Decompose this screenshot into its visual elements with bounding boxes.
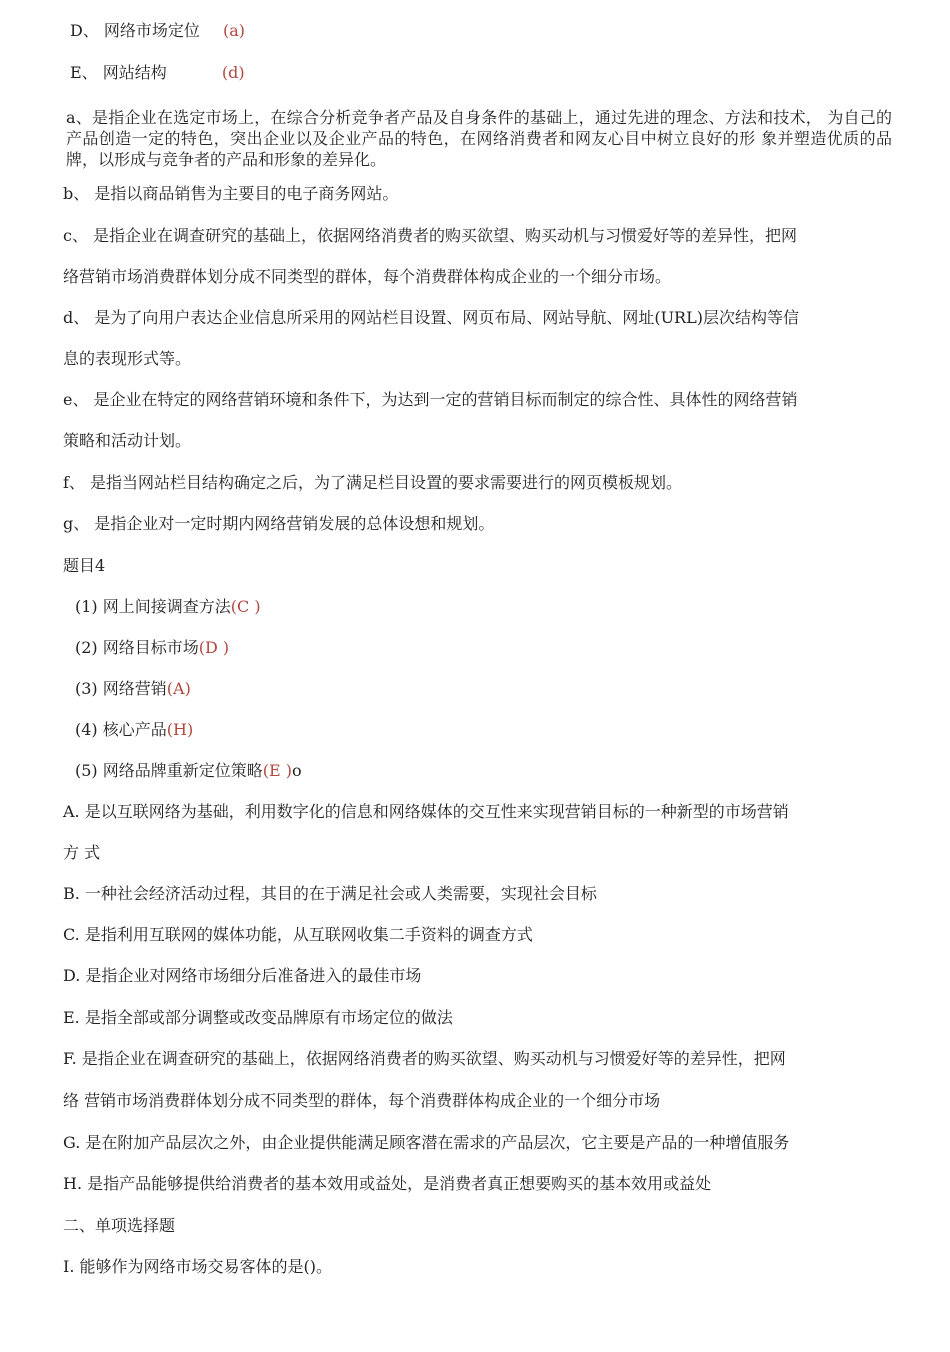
section-2-title: 二、单项选择题 (63, 1216, 176, 1235)
q4-option-h: H. 是指产品能够提供给消费者的基本效用或益处，是消费者真正想要购买的基本效用或益处 (63, 1174, 712, 1193)
definition-g: g、 是指企业对一定时期内网络营销发展的总体设想和规划。 (63, 514, 495, 533)
definition-e-line1: e、 是企业在特定的网络营销环境和条件下，为达到一定的营销目标而制定的综合性、具体性的网络营销 (63, 390, 798, 409)
q4-option-f-line2: 络 营销市场消费群体划分成不同类型的群体，每个消费群体构成企业的一个细分市场 (63, 1091, 661, 1110)
q4-item-3-label: (3) 网络营销 (75, 679, 167, 698)
definition-e-line2: 策略和活动计划。 (63, 431, 192, 450)
q4-item-4 (75, 720, 193, 740)
q4-item-5-suffix: o (292, 761, 302, 780)
match-item-e-label: E、 网站结构 (70, 63, 167, 82)
q4-item-5-answer: (E ) (262, 761, 293, 780)
q4-option-b: B. 一种社会经济活动过程，其目的在于满足社会或人类需要，实现社会目标 (63, 884, 597, 903)
q4-option-f-line1: F. 是指企业在调查研究的基础上，依据网络消费者的购买欲望、购买动机与习惯爱好等的差异性，把网 (63, 1049, 786, 1068)
q4-option-a-line1: A. 是以互联网络为基础，利用数字化的信息和网络媒体的交互性来实现营销目标的一种新型的市场营销 (63, 802, 789, 821)
q4-item-2-answer: (D ) (198, 638, 230, 657)
q4-item-4-label: (4) 核心产品 (75, 720, 167, 739)
q4-option-a-line2: 方 式 (63, 843, 101, 862)
q4-option-e: E. 是指全部或部分调整或改变品牌原有市场定位的做法 (63, 1008, 453, 1027)
q4-item-4-answer: (H) (166, 720, 194, 739)
q4-item-5-label: (5) 网络品牌重新定位策略 (75, 761, 263, 780)
q4-option-c: C. 是指利用互联网的媒体功能，从互联网收集二手资料的调查方式 (63, 925, 533, 944)
definition-f: f、 是指当网站栏目结构确定之后，为了满足栏目设置的要求需要进行的网页模板规划。 (63, 473, 683, 492)
q4-item-2 (75, 638, 229, 658)
q4-item-1-answer: (C ) (230, 597, 261, 616)
definition-d-line2: 息的表现形式等。 (63, 349, 192, 368)
definition-c-line1: c、 是指企业在调查研究的基础上，依据网络消费者的购买欲望、购买动机与习惯爱好等的差异性，把网 (63, 226, 798, 245)
q4-item-3 (75, 679, 191, 699)
q4-item-1-label: (1) 网上间接调查方法 (75, 597, 231, 616)
q4-item-2-label: (2) 网络目标市场 (75, 638, 199, 657)
match-item-d (70, 21, 245, 41)
question-4-title: 题目4 (63, 556, 106, 575)
q4-item-3-answer: (A) (166, 679, 191, 698)
q4-option-g: G. 是在附加产品层次之外，由企业提供能满足顾客潜在需求的产品层次，它主要是产品的一种增值服务 (63, 1133, 790, 1152)
definition-d-line1: d、 是为了向用户表达企业信息所采用的网站栏目设置、网页布局、网站导航、网址(URL)层次结构等信 (63, 308, 799, 327)
definition-c-line2: 络营销市场消费群体划分成不同类型的群体，每个消费群体构成企业的一个细分市场。 (63, 267, 672, 286)
q4-item-1 (75, 597, 261, 617)
definition-b: b、 是指以商品销售为主要目的电子商务网站。 (63, 184, 399, 203)
q4-item-5 (75, 761, 302, 781)
section-2-question-1: I. 能够作为网络市场交易客体的是()。 (63, 1257, 332, 1276)
match-item-e-answer: (d) (221, 63, 245, 82)
q4-option-d: D. 是指企业对网络市场细分后准备进入的最佳市场 (63, 966, 422, 985)
definition-a: a、是指企业在选定市场上，在综合分析竞争者产品及自身条件的基础上，通过先进的理念、方法和技术， 为自己的产品创造一定的特色，突出企业以及企业产品的特色，在网络消费者和网友心目中树立良好的形 象并塑造优质的品牌，以形成与竞争者的产品和形象的差异化。 (66, 108, 892, 169)
match-item-e (70, 63, 245, 83)
match-item-d-label: D、 网络市场定位 (70, 21, 200, 40)
match-item-d-answer: (a) (223, 21, 246, 40)
